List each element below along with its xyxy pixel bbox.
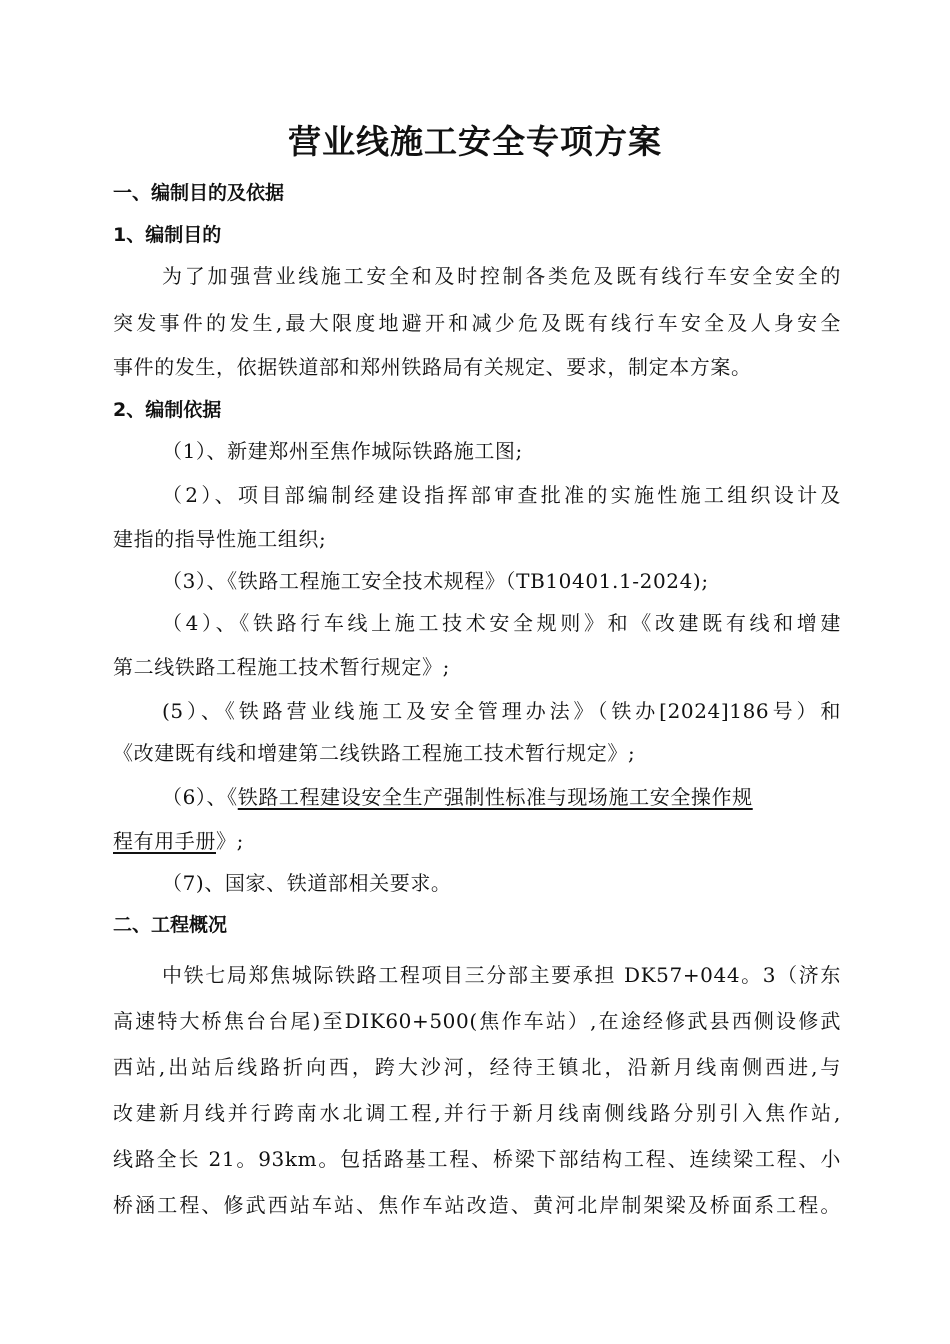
basis-item-5-line-2: 《改建既有线和增建第二线铁路工程施工技术暂行规定》; [113,741,636,765]
basis-item-1: （1）、新建郑州至焦作城际铁路施工图; [162,439,523,463]
overview-line-4: 改建新月线并行跨南水北调工程,并行于新月线南侧线路分别引入焦作站, [113,1101,841,1125]
overview-line-3: 西站,出站后线路折向西，跨大沙河，经待王镇北，沿新月线南侧西进,与 [113,1055,841,1079]
basis-item-5-line-1: (5）、《铁路营业线施工及安全管理办法》（铁办[2024]186号）和 [162,699,841,723]
basis-item-2-line-1: （2）、项目部编制经建设指挥部审查批准的实施性施工组织设计及 [162,483,841,507]
purpose-line-3: 事件的发生，依据铁道部和郑州铁路局有关规定、要求，制定本方案。 [113,355,752,379]
basis-item-6-underlined-title-end: 程有用手册 [113,829,216,853]
basis-item-7: （7)、国家、铁道部相关要求。 [162,871,452,895]
overview-line-5: 线路全长 21。93km。包括路基工程、桥梁下部结构工程、连续梁工程、小 [113,1147,841,1171]
subheading-basis: 2、编制依据 [113,399,222,421]
basis-item-3: （3）、《铁路工程施工安全技术规程》（TB10401.1-2024); [162,569,709,593]
basis-item-2-line-2: 建指的指导性施工组织; [113,527,327,551]
purpose-line-2: 突发事件的发生,最大限度地避开和减少危及既有线行车安全及人身安全 [113,311,841,335]
basis-item-4-line-2: 第二线铁路工程施工技术暂行规定》; [113,655,450,679]
overview-line-2: 高速特大桥焦台台尾)至DIK60+500(焦作车站）,在途经修武县西侧设修武 [113,1009,841,1033]
basis-item-6-suffix: 》; [216,829,244,853]
basis-item-6-line-2 [113,826,841,856]
basis-item-6-prefix: （6）、《 [162,785,238,809]
basis-item-6-underlined-title: 铁路工程建设安全生产强制性标准与现场施工安全操作规 [237,785,753,809]
section-heading-project-overview: 二、工程概况 [113,914,228,936]
purpose-line-1: 为了加强营业线施工安全和及时控制各类危及既有线行车安全安全的 [162,264,841,288]
overview-line-6: 桥涵工程、修武西站车站、焦作车站改造、黄河北岸制架梁及桥面系工程。 [113,1193,841,1217]
basis-item-6-line-1 [162,782,841,812]
document-title: 营业线施工安全专项方案 [288,122,662,161]
overview-line-1: 中铁七局郑焦城际铁路工程项目三分部主要承担 DK57+044。3（济东 [162,963,841,987]
basis-item-4-line-1: （4）、《铁路行车线上施工技术安全规则》和《改建既有线和增建 [162,611,841,635]
subheading-purpose: 1、编制目的 [113,224,222,246]
section-heading-purpose-basis: 一、编制目的及依据 [113,182,285,204]
